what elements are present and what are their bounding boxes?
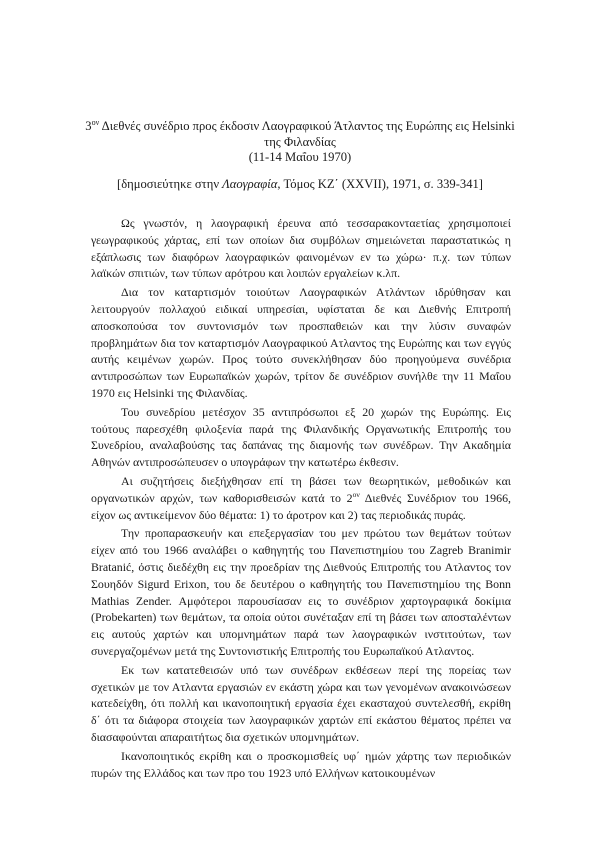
paragraph-1: Ως γνωστόν, η λαογραφική έρευνα από τεσσαρακονταετίας χρησιμοποιεί γεωγραφικούς χάρτας, επί των οποίων δια συμβόλων σημειώνεται παραστατικώς η εξάπλωσις των διαφόρων λαογραφικών φαινομένων εν τω χώρω· π.χ. των τύπων λαϊκών σπιτιών, των τύπων αρότρου και λοιπών εργαλείων κ.λπ. — [91, 216, 511, 281]
document-body — [91, 215, 511, 781]
publication-note — [80, 176, 520, 192]
paragraph-5: Την προπαρασκευήν και επεξεργασίαν του μεν πρώτου των θεμάτων τούτων είχεν από του 1966 αναλάβει ο καθηγητής του Πανεπιστημίου του Zagreb Branimir Bratanić, όστις διεδέχθη εις την προεδρίαν της Διεθνούς Επιτροπής του Ατλαντος τον Σουηδόν Sigurd Erixon, του δε δευτέρου ο καθηγητής του Πανεπιστημίου της Bonn Mathias Zender. Αμφότεροι παρουσίασαν εις το συνέδριον χαρτογραφικά δοκίμια (Probekarten) των θεμάτων, τα οποία ούτοι συνέταξαν επί τη βάσει των αποσταλέντων εις αυτούς χαρτών και υπομνημάτων παρά των λαογραφικών ινστιτούτων, των συνεργαζομένων μετά της Συντονιστικής Επιτροπής του Ευρωπαϊκού Ατλαντος. — [91, 526, 511, 658]
paragraph-4 — [91, 473, 511, 523]
paragraph-3: Του συνεδρίου μετέσχον 35 αντιπρόσωποι εξ 20 χωρών της Ευρώπης. Εις τούτους παρεσχέθη φιλοξενία παρά της Φιλανδικής Οργανωτικής Επιτροπής του Συνεδρίου, αναλαβούσης τας δαπάνας της διαμονής των συνέδρων. Την Ακαδημία Αθηνών αντιπροσώπευσεν ο υπογράφων την κατωτέρω έκθεσιν. — [91, 404, 511, 470]
paragraph-6: Εκ των κατατεθεισών υπό των συνέδρων εκθέσεων περί της πορείας των σχετικών με τον Ατλαντα εργασιών εν εκάστη χώρα και των γενομένων ανακοινώσεων κατεδείχθη, ότι πολλή και ικανοποιητική εργασία έχει εκασταχού συντελεσθή, εκρίθη δ΄ ότι τα διάφορα στοιχεία των λαογραφικών χαρτών επί εκάστου θέματος πρέπει να διασαφούνται απαραιτήτως δια σχετικών υπομνημάτων. — [91, 662, 511, 744]
paragraph-4-text-b: Διεθνές Συνέδριον του 1966, είχον ως αντικείμενον δύο θέματα: 1) το άροτρον και 2) τας περιοδικάς πυράς. — [91, 490, 511, 522]
paragraph-4-text-a: Αι συζητήσεις διεξήχθησαν επί τη βάσει των θεωρητικών, μεθοδικών και οργανωτικών αρχών, των καθορισθεισών κατά το 2 — [91, 473, 511, 505]
title-text: Διεθνές συνέδριο προς έκδοσιν Λαογραφικού Άτλαντος της Ευρώπης εις Helsinki της Φιλανδίας — [99, 119, 515, 149]
paragraph-7: Ικανοποιητικός εκρίθη και ο προσκομισθείς υφ΄ ημών χάρτης των περιοδικών πυρών της Ελλάδος και των προ του 1923 υπό Ελλήνων κατοικουμένων — [91, 748, 511, 780]
title-ordinal-suffix: ον — [91, 118, 100, 127]
publication-prefix: [δημοσιεύτηκε στην — [117, 177, 223, 191]
paragraph-4-ordinal-suffix: ον — [352, 489, 360, 499]
conference-dates: (11-14 Μαΐου 1970) — [248, 150, 352, 164]
paragraph-2: Δια τον καταρτισμόν τοιούτων Λαογραφικών Ατλάντων ιδρύθησαν και λειτουργούν πολλαχού ειδικαί υπηρεσίαι, υφίσταται δε και Διεθνής Επιτροπή αποσκοπούσα τον συντονισμόν των προσπαθειών και την λύσιν συναφών προβλημάτων δια τον καταρτισμόν Λαογραφικού Ατλαντος της Ευρώπης και των εγγύς αυτής κειμένων χωρών. Προς τούτο συνεκλήθησαν δύο προηγούμενα συνέδρια αντιπροσώπων των Ευρωπαϊκών χωρών, τρίτον δε συνέδριον συνήλθε την 11 Μαΐου 1970 εις Helsinki της Φιλανδίας. — [91, 285, 511, 400]
title-number: 3 — [85, 119, 92, 133]
journal-name: Λαογραφία — [222, 177, 278, 191]
document-title — [80, 118, 520, 150]
publication-suffix: , Τόμος ΚΖ΄ (XXVII), 1971, σ. 339-341] — [277, 177, 483, 191]
